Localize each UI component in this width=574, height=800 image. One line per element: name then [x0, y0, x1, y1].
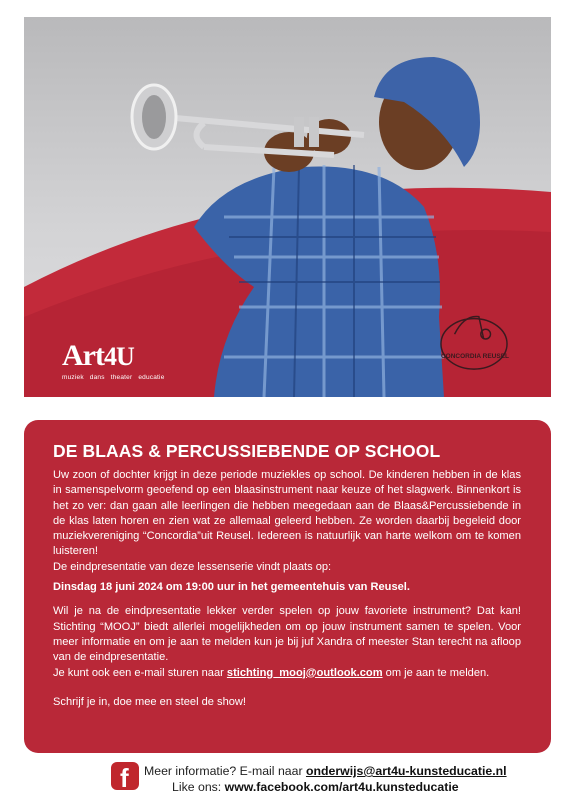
tagline-word: educatie: [138, 374, 165, 381]
email-line: [53, 666, 521, 681]
tagline-word: dans: [89, 374, 105, 381]
logo-text-4u: 4U: [103, 342, 134, 371]
footer-like-line: [172, 780, 459, 794]
tagline-word: theater: [110, 374, 133, 381]
event-date: Dinsdag 18 juni 2024 om 19:00 uur in het gemeentehuis van Reusel.: [53, 581, 410, 594]
presentation-intro: De eindpresentatie van deze lessenserie vindt plaats op:: [53, 560, 332, 573]
art4u-tagline: [62, 374, 171, 381]
footer-facebook-link[interactable]: www.facebook.com/art4u.kunsteducatie: [224, 780, 459, 794]
closing-line: Schrijf je in, doe mee en steel de show!: [53, 695, 247, 708]
info-card: [24, 420, 551, 753]
art4u-logo: [62, 339, 134, 373]
facebook-icon[interactable]: f: [111, 762, 139, 790]
hero-photo: [24, 17, 551, 397]
concordia-logo-icon: [434, 305, 514, 373]
card-title: DE BLAAS & PERCUSSIEBENDE OP SCHOOL: [53, 441, 441, 461]
email-prefix: Je kunt ook een e-mail sturen naar: [53, 666, 227, 679]
concordia-logo-text: CONCORDIA REUSEL: [440, 353, 509, 360]
footer: [0, 758, 574, 800]
footer-info-line: [144, 764, 507, 778]
footer-info-prefix: Meer informatie? E-mail naar: [144, 764, 306, 778]
intro-paragraph: Uw zoon of dochter krijgt in deze periode muziekles op school. De kinderen hebben in de klas in samenspelvorm geoefend op een blaasinstrument naar keuze of het slagwerk. Binnenkort is het zo ver: dan gaan alle leerlingen die hebben meegedaan aan de Blaas&Percussiebende in de klas laten horen en zien wat ze allemaal geleerd hebben. Ze worden daarbij begeleid door muziekvereniging “Concordia”uit Reusel. Iedereen is natuurlijk van harte welkom om te komen luisteren!: [53, 469, 521, 558]
email-suffix: om je aan te melden.: [382, 666, 490, 679]
logo-text-art: Art: [62, 339, 104, 372]
footer-email-link[interactable]: onderwijs@art4u-kunsteducatie.nl: [305, 764, 507, 778]
footer-like-prefix: Like ons:: [172, 780, 225, 794]
mooj-paragraph: Wil je na de eindpresentatie lekker verder spelen op jouw favoriete instrument? Dat kan! Stichting “MOOJ” biedt allerlei mogelijkheden om op jouw instrument samen te spelen. Voor meer informatie en om je aan te melden kun je bij juf Xandra of meester Stan terecht na afloop van de eindpresentatie.: [53, 605, 521, 664]
mooj-email-link[interactable]: stichting_mooj@outlook.com: [226, 666, 383, 679]
tagline-word: muziek: [62, 374, 84, 381]
